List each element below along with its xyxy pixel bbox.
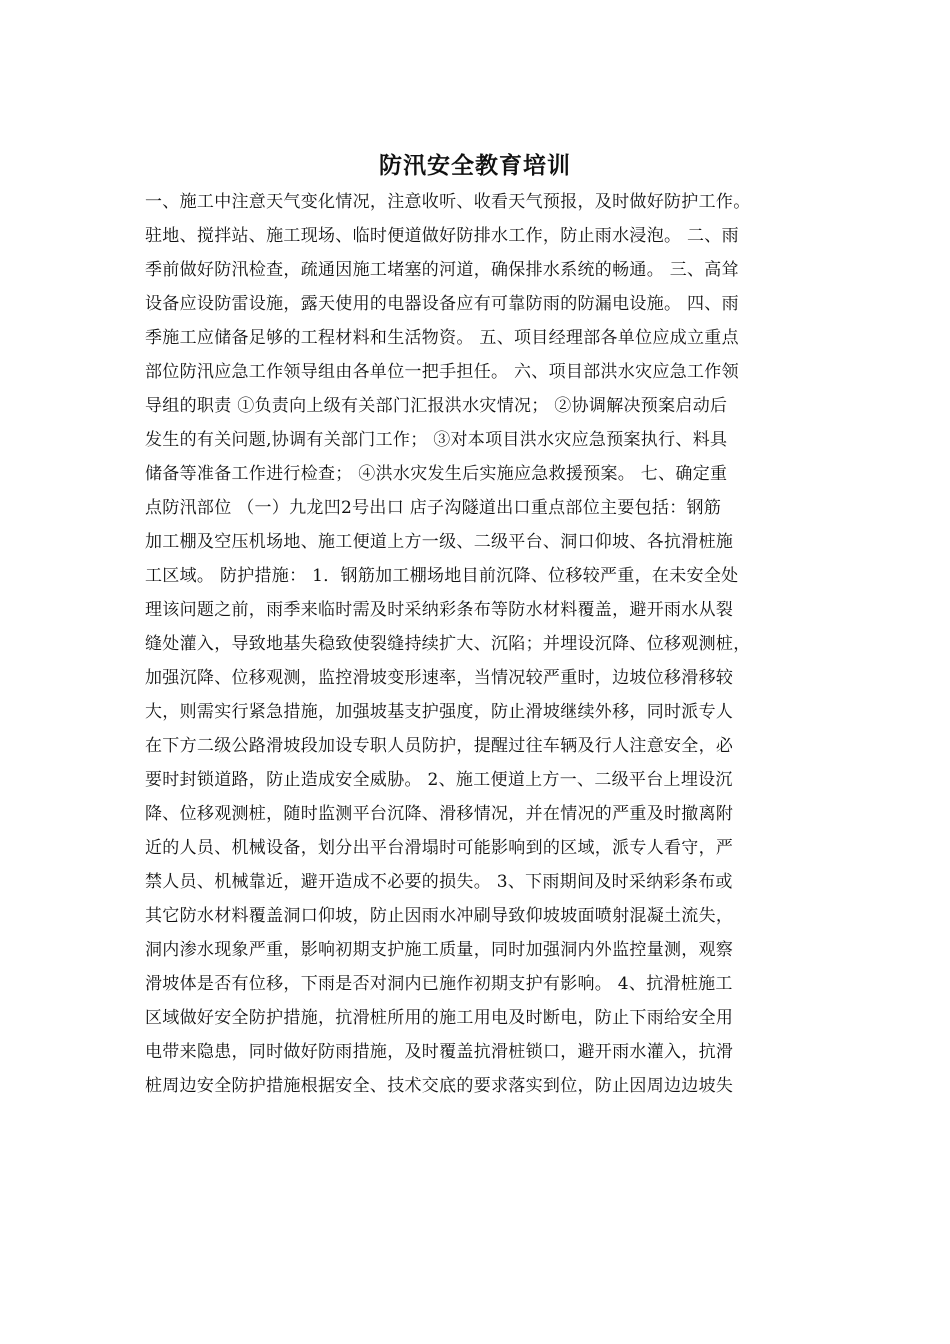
body-line: 区域做好安全防护措施，抗滑桩所用的施工用电及时断电，防止下雨给安全用 — [145, 1008, 734, 1028]
body-line: 驻地、搅拌站、施工现场、临时便道做好防排水工作，防止雨水浸泡。 二、雨 — [145, 226, 739, 246]
document-body — [145, 185, 825, 1103]
body-line: 禁人员、机械靠近，避开造成不必要的损失。 3、下雨期间及时采纳彩条布或 — [145, 872, 733, 892]
body-line: 洞内渗水现象严重，影响初期支护施工质量，同时加强洞内外监控量测，观察 — [145, 940, 734, 960]
body-line: 一、施工中注意天气变化情况，注意收听、收看天气预报，及时做好防护工作。 — [145, 192, 751, 212]
body-line: 滑坡体是否有位移，下雨是否对洞内已施作初期支护有影响。 4、抗滑桩施工 — [145, 974, 733, 994]
document-title: 防汛安全教育培训 — [379, 153, 571, 179]
body-line: 储备等准备工作进行检查； ④洪水灾发生后实施应急救援预案。 七、确定重 — [145, 464, 728, 484]
body-line: 电带来隐患，同时做好防雨措施，及时覆盖抗滑桩锁口，避开雨水灌入，抗滑 — [145, 1042, 734, 1062]
body-line: 季施工应储备足够的工程材料和生活物资。 五、项目经理部各单位应成立重点 — [145, 328, 739, 348]
body-line: 降、位移观测桩，随时监测平台沉降、滑移情况，并在情况的严重及时撤离附 — [145, 804, 734, 824]
body-line: 缝处灌入，导致地基失稳致使裂缝持续扩大、沉陷；并埋设沉降、位移观测桩， — [145, 634, 751, 654]
body-line: 工区域。 防护措施： 1．钢筋加工棚场地目前沉降、位移较严重，在未安全处 — [145, 566, 739, 586]
body-line: 要时封锁道路，防止造成安全威胁。 2、施工便道上方一、二级平台上埋设沉 — [145, 770, 733, 790]
body-line: 大，则需实行紧急措施，加强坡基支护强度，防止滑坡继续外移，同时派专人 — [145, 702, 734, 722]
body-line: 发生的有关问题,协调有关部门工作； ③对本项目洪水灾应急预案执行、料具 — [145, 430, 728, 450]
body-line: 点防汛部位 （一）九龙凹2号出口 店子沟隧道出口重点部位主要包括：钢筋 — [145, 498, 722, 518]
body-line: 桩周边安全防护措施根据安全、技术交底的要求落实到位，防止因周边边坡失 — [145, 1076, 734, 1096]
body-line: 加强沉降、位移观测，监控滑坡变形速率，当情况较严重时，边坡位移滑移较 — [145, 668, 734, 688]
body-line: 加工棚及空压机场地、施工便道上方一级、二级平台、洞口仰坡、各抗滑桩施 — [145, 532, 734, 552]
body-line: 部位防汛应急工作领导组由各单位一把手担任。 六、项目部洪水灾应急工作领 — [145, 362, 739, 382]
body-line: 设备应设防雷设施，露天使用的电器设备应有可靠防雨的防漏电设施。 四、雨 — [145, 294, 739, 314]
body-line: 在下方二级公路滑坡段加设专职人员防护，提醒过往车辆及行人注意安全，必 — [145, 736, 734, 756]
body-line: 导组的职责 ①负责向上级有关部门汇报洪水灾情况； ②协调解决预案启动后 — [145, 396, 728, 416]
body-line: 季前做好防汛检查，疏通因施工堵塞的河道，确保排水系统的畅通。 三、高耸 — [145, 260, 739, 280]
body-line: 理该问题之前，雨季来临时需及时采纳彩条布等防水材料覆盖，避开雨水从裂 — [145, 600, 734, 620]
body-line: 其它防水材料覆盖洞口仰坡，防止因雨水冲刷导致仰坡坡面喷射混凝土流失， — [145, 906, 734, 926]
body-line: 近的人员、机械设备，划分出平台滑塌时可能影响到的区域，派专人看守，严 — [145, 838, 734, 858]
